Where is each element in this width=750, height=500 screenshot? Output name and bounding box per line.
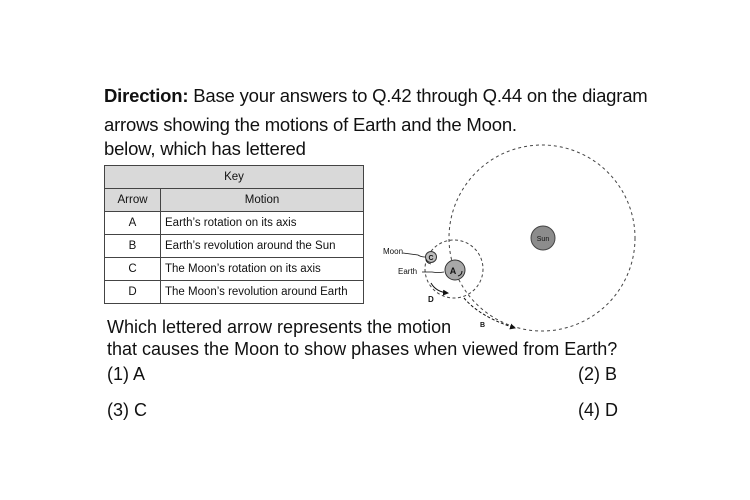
key-header-motion: Motion xyxy=(161,189,364,212)
earth-leader-line xyxy=(422,272,444,273)
key-row xyxy=(105,235,364,258)
key-table xyxy=(104,165,364,304)
arrow-c-label: C xyxy=(428,255,434,262)
arrow-d-label: D xyxy=(428,295,434,304)
arrow-b-label: B xyxy=(480,322,486,329)
arrow-a-label: A xyxy=(449,266,457,276)
option-1[interactable]: (1) A xyxy=(107,364,146,384)
moon-label: Moon xyxy=(383,247,404,256)
key-row xyxy=(105,258,364,281)
direction-line-3: below, which has lettered xyxy=(104,138,306,159)
key-row-motion: The Moon’s rotation on its axis xyxy=(161,258,364,281)
key-row-arrow: A xyxy=(105,212,161,235)
key-row-arrow: D xyxy=(105,281,161,304)
option-2[interactable]: (2) B xyxy=(578,364,618,384)
key-row xyxy=(105,281,364,304)
key-row-arrow: B xyxy=(105,235,161,258)
key-row-motion: Earth’s revolution around the Sun xyxy=(161,235,364,258)
direction-line-2: arrows showing the motions of Earth and the Moon. xyxy=(104,114,517,135)
direction-text-1: Base your answers to Q.42 through Q.44 on the diagram xyxy=(188,85,648,106)
moon-leader-line xyxy=(403,253,425,257)
arrow-b-icon xyxy=(464,298,515,328)
key-row-arrow: C xyxy=(105,258,161,281)
direction-line-1 xyxy=(104,85,648,107)
key-row xyxy=(105,212,364,235)
arrow-d-icon xyxy=(431,283,448,293)
option-4[interactable]: (4) D xyxy=(578,400,618,420)
key-header-arrow: Arrow xyxy=(105,189,161,212)
direction-label: Direction: xyxy=(104,85,189,106)
orbit-diagram xyxy=(370,135,650,335)
question-line-2: that causes the Moon to show phases when viewed from Earth? xyxy=(107,339,618,359)
key-table-title: Key xyxy=(105,166,364,189)
question-line-1: Which lettered arrow represents the motion xyxy=(107,317,452,337)
key-row-motion: The Moon’s revolution around Earth xyxy=(161,281,364,304)
option-3[interactable]: (3) C xyxy=(107,400,147,420)
earth-label: Earth xyxy=(398,267,418,276)
sun-label: Sun xyxy=(536,236,550,243)
key-row-motion: Earth’s rotation on its axis xyxy=(161,212,364,235)
